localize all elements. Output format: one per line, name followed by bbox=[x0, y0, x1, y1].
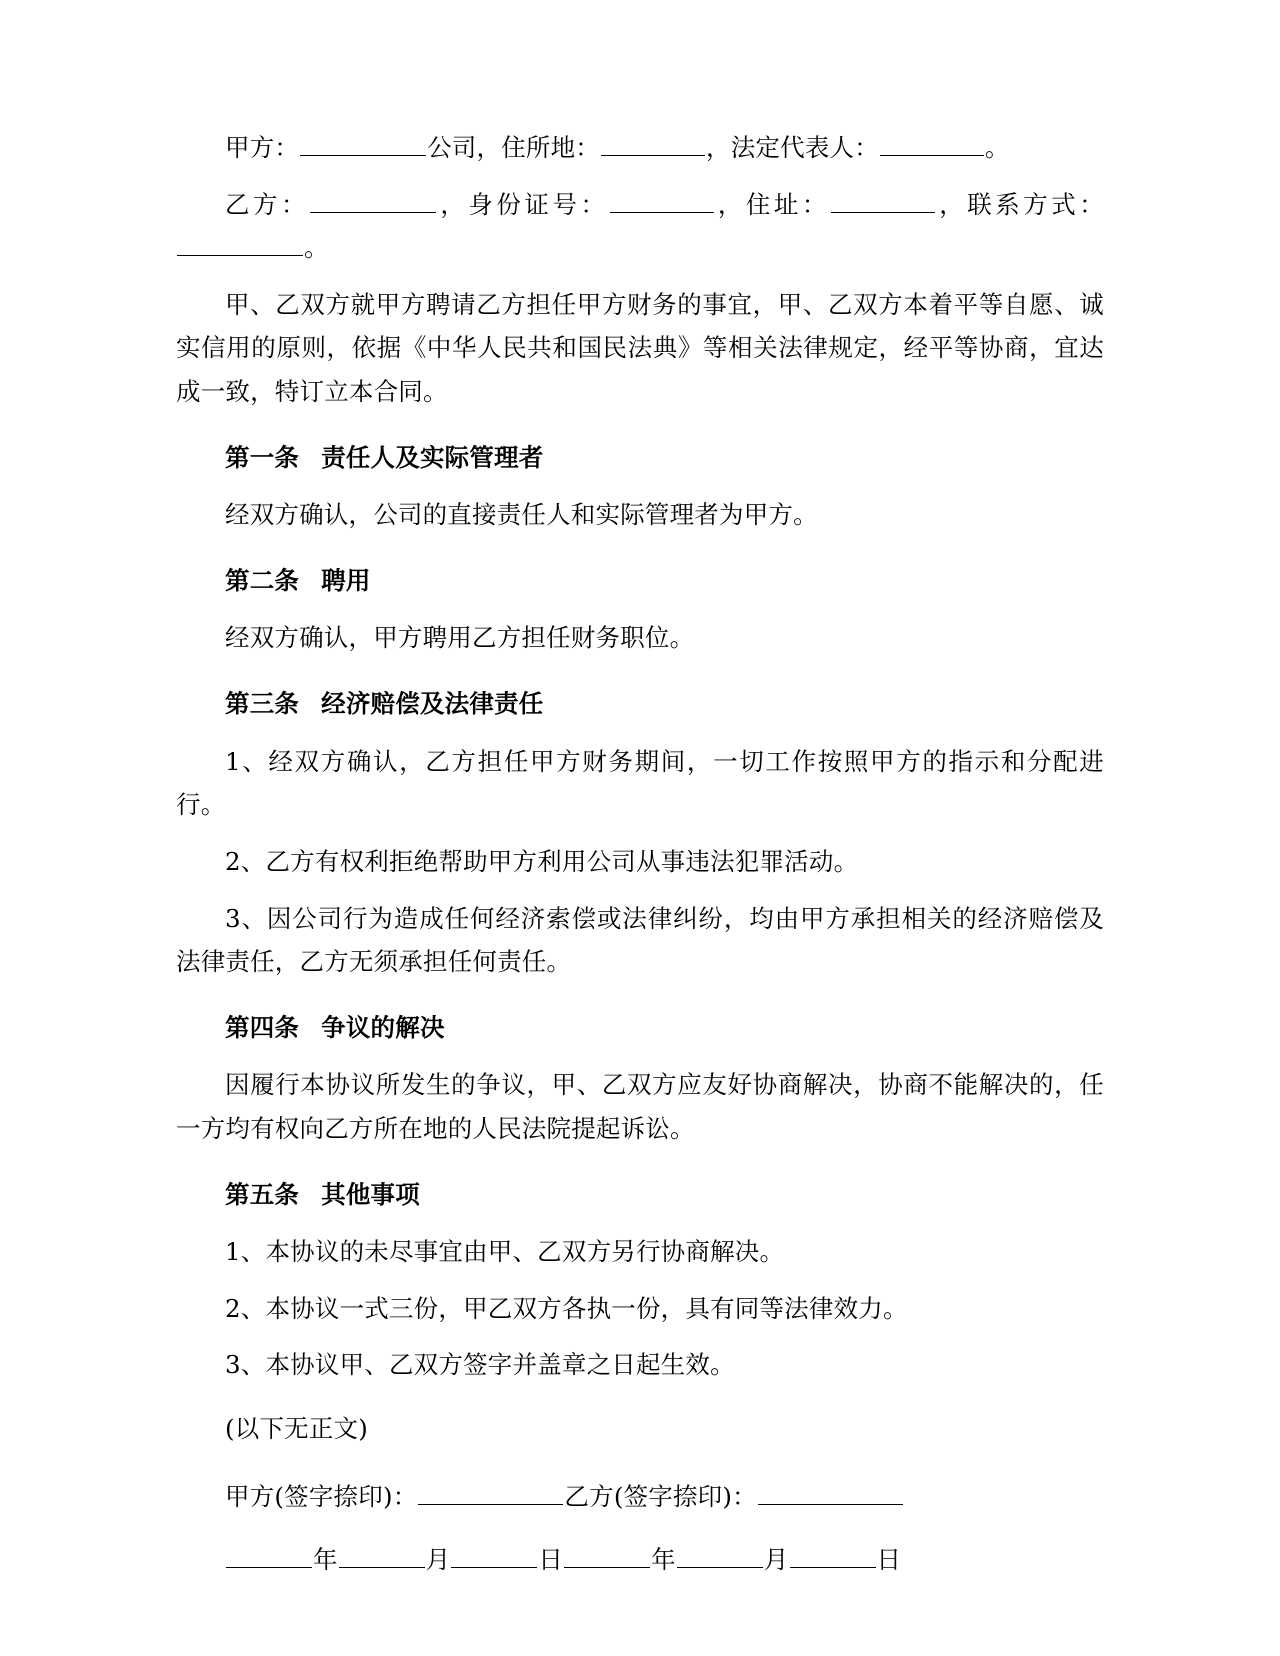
party-a-name-blank[interactable] bbox=[300, 127, 426, 156]
article-2-paragraph: 经双方确认，甲方聘用乙方担任财务职位。 bbox=[225, 623, 695, 653]
party-a-signature-blank[interactable] bbox=[418, 1475, 563, 1504]
document-body bbox=[176, 126, 1104, 1582]
party-a-day-blank[interactable] bbox=[451, 1539, 537, 1568]
party-b-end: 。 bbox=[304, 233, 329, 263]
article-4-title: 争议的解决 bbox=[321, 1012, 445, 1042]
article-1-heading bbox=[176, 436, 1104, 480]
party-b-year-blank[interactable] bbox=[564, 1539, 650, 1568]
party-a-company-suffix: 公司，住所地： bbox=[427, 133, 601, 162]
party-b-id-label: ，身份证号： bbox=[437, 189, 609, 219]
party-a-rep-label: ，法定代表人： bbox=[706, 133, 879, 162]
party-b-month-label: 月 bbox=[763, 1545, 789, 1575]
party-b-year-label: 年 bbox=[651, 1545, 676, 1575]
party-b-line bbox=[176, 183, 1104, 270]
article-4-heading bbox=[176, 1006, 1104, 1050]
party-a-month-label: 月 bbox=[425, 1545, 451, 1575]
article-4-paragraph: 因履行本协议所发生的争议，甲、乙双方应友好协商解决，协商不能解决的，任一方均有权向乙方所在地的人民法院提起诉讼。 bbox=[176, 1070, 1104, 1143]
closing-note: (以下无正文) bbox=[225, 1414, 369, 1444]
party-a-day-label: 日 bbox=[538, 1545, 564, 1575]
party-a-label: 甲方： bbox=[225, 133, 300, 162]
article-2-number: 第二条 bbox=[225, 565, 300, 595]
article-5-paragraph-2: 2、本协议一式三份，甲乙双方各执一份，具有同等法律效力。 bbox=[225, 1293, 908, 1323]
party-b-id-blank[interactable] bbox=[610, 183, 714, 212]
party-a-sign-label: 甲方(签字捺印)： bbox=[225, 1481, 418, 1511]
party-b-month-blank[interactable] bbox=[677, 1539, 763, 1568]
party-b-day-label: 日 bbox=[876, 1545, 902, 1575]
article-3-heading bbox=[176, 682, 1104, 726]
article-3-paragraph-2: 2、乙方有权利拒绝帮助甲方利用公司从事违法犯罪活动。 bbox=[225, 846, 859, 876]
article-3-paragraph-1: 1、经双方确认，乙方担任甲方财务期间，一切工作按照甲方的指示和分配进行。 bbox=[176, 746, 1104, 820]
party-b-sign-label: 乙方(签字捺印)： bbox=[564, 1481, 757, 1511]
party-a-end: 。 bbox=[984, 133, 1010, 162]
party-b-contact-blank[interactable] bbox=[177, 227, 303, 256]
signature-line bbox=[176, 1475, 1104, 1519]
party-a-address-blank[interactable] bbox=[601, 127, 705, 156]
article-3-title: 经济赔偿及法律责任 bbox=[321, 689, 544, 719]
party-b-addr-label: ，住址： bbox=[714, 189, 830, 219]
article-4-number: 第四条 bbox=[225, 1012, 300, 1042]
party-b-name-blank[interactable] bbox=[310, 183, 436, 212]
article-3-paragraph-3: 3、因公司行为造成任何经济索偿或法律纠纷，均由甲方承担相关的经济赔偿及法律责任，乙方无须承担任何责任。 bbox=[176, 903, 1104, 977]
party-a-year-label: 年 bbox=[313, 1545, 338, 1575]
article-5-title: 其他事项 bbox=[321, 1179, 420, 1209]
preamble: 甲、乙双方就甲方聘请乙方担任甲方财务的事宜，甲、乙双方本着平等自愿、诚实信用的原则，依据《中华人民共和国民法典》等相关法律规定，经平等协商，宜达成一致，特订立本合同。 bbox=[176, 289, 1104, 407]
article-1-number: 第一条 bbox=[225, 442, 300, 472]
article-2-title: 聘用 bbox=[321, 565, 371, 595]
article-2-heading bbox=[176, 559, 1104, 603]
article-1-paragraph: 经双方确认，公司的直接责任人和实际管理者为甲方。 bbox=[225, 500, 818, 530]
article-5-heading bbox=[176, 1173, 1104, 1217]
party-b-label: 乙方： bbox=[225, 189, 310, 219]
date-line bbox=[176, 1538, 1104, 1582]
article-5-paragraph-3: 3、本协议甲、乙双方签字并盖章之日起生效。 bbox=[225, 1350, 735, 1380]
party-a-line bbox=[176, 126, 1104, 170]
party-b-signature-blank[interactable] bbox=[758, 1475, 903, 1504]
party-b-day-blank[interactable] bbox=[790, 1539, 876, 1568]
article-3-number: 第三条 bbox=[225, 689, 300, 719]
article-5-number: 第五条 bbox=[225, 1179, 300, 1209]
party-a-month-blank[interactable] bbox=[339, 1539, 425, 1568]
party-a-year-blank[interactable] bbox=[226, 1539, 312, 1568]
party-b-contact-label: ，联系方式： bbox=[935, 189, 1104, 219]
party-b-address-blank[interactable] bbox=[831, 183, 935, 212]
article-1-title: 责任人及实际管理者 bbox=[321, 442, 544, 472]
article-5-paragraph-1: 1、本协议的未尽事宜由甲、乙双方另行协商解决。 bbox=[225, 1237, 785, 1267]
party-a-rep-blank[interactable] bbox=[880, 127, 984, 156]
